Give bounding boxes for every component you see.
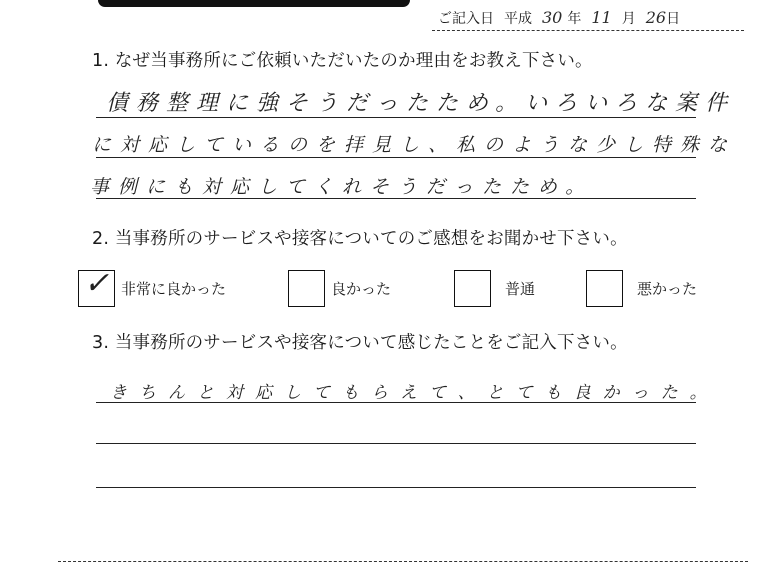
option-label: 悪かった: [637, 280, 698, 298]
header-bar: [98, 0, 410, 7]
date-year[interactable]: 30: [542, 8, 563, 27]
date-prefix: ご記入日: [438, 11, 494, 27]
month-unit: 月: [621, 11, 636, 27]
date-divider: [432, 30, 744, 31]
checkbox-average[interactable]: [454, 270, 491, 307]
era-label: 平成: [504, 11, 532, 27]
question-2: 2. 当事務所のサービスや接客についてのご感想をお聞かせ下さい。: [92, 229, 628, 249]
option-label: 良かった: [331, 280, 392, 298]
answer-1-line-2[interactable]: に対応しているのを拝見し、私のような少し特殊な: [92, 134, 737, 156]
check-mark-icon: ✓: [84, 266, 110, 301]
answer-3-rule-2[interactable]: [96, 443, 696, 444]
answer-3-rule-1: [96, 402, 696, 403]
question-1: 1. なぜ当事務所にご依頼いただいたのか理由をお教え下さい。: [92, 51, 593, 71]
year-unit: 年: [567, 11, 582, 27]
answer-1-rule-1: [96, 117, 696, 118]
option-label: 普通: [505, 280, 536, 298]
checkbox-good[interactable]: [288, 270, 325, 307]
answer-1-line-3[interactable]: 事例にも対応してくれそうだったため。: [90, 176, 594, 198]
answer-3-rule-3[interactable]: [96, 487, 696, 488]
option-good[interactable]: [288, 270, 391, 307]
option-bad[interactable]: [586, 270, 697, 307]
answer-1-rule-2: [96, 157, 696, 158]
option-label: 非常に良かった: [121, 280, 227, 298]
date-month[interactable]: 11: [591, 8, 612, 27]
checkbox-bad[interactable]: [586, 270, 623, 307]
checkbox-very-good[interactable]: [78, 266, 115, 307]
entry-date: [438, 8, 680, 28]
answer-1-rule-3: [96, 198, 696, 199]
day-unit: 日: [666, 11, 681, 27]
answer-3-line-1[interactable]: きちんと対応してもらえて、とても良かった。: [110, 383, 719, 403]
option-average[interactable]: [454, 270, 535, 307]
option-very-good[interactable]: [78, 266, 227, 307]
date-day[interactable]: 26: [645, 8, 667, 27]
bottom-divider: [58, 561, 748, 562]
question-3: 3. 当事務所のサービスや接客について感じたことをご記入下さい。: [92, 333, 628, 353]
answer-1-line-1[interactable]: 債務整理に強そうだったため。いろいろな案件: [106, 91, 736, 116]
